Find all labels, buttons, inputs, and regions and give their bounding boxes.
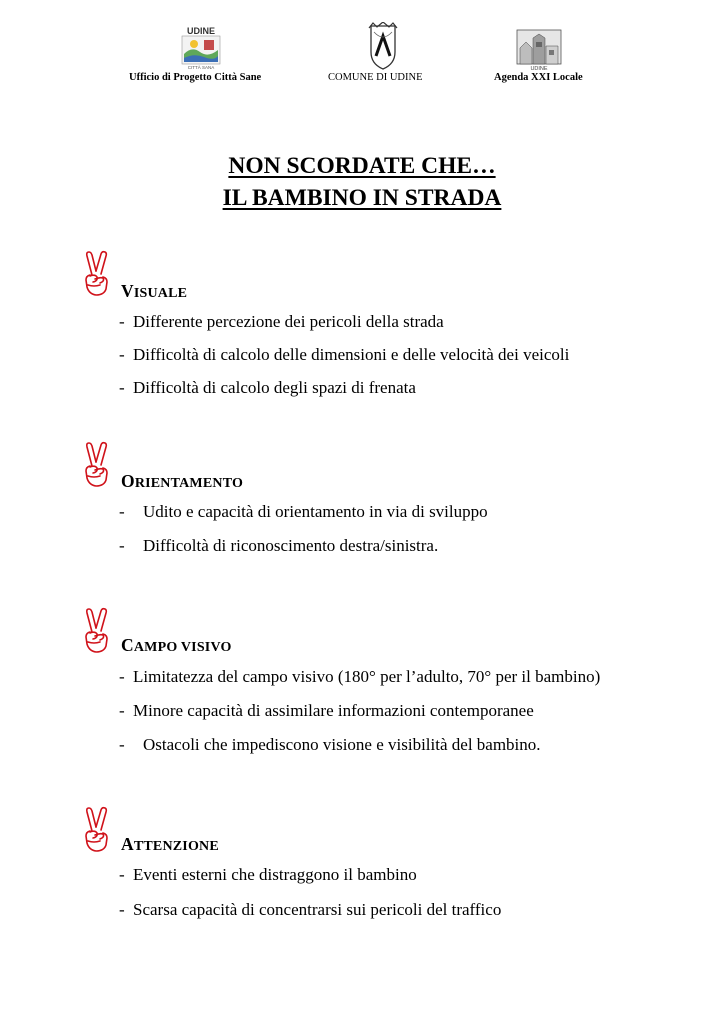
- agenda-xxi-logo: [516, 24, 562, 70]
- svg-text:UDINE: UDINE: [186, 26, 216, 36]
- list-item: - Udito e capacità di orientamento in via di sviluppo: [119, 502, 488, 521]
- victory-hand-icon: [82, 249, 112, 297]
- svg-text:UDINE: UDINE: [530, 66, 548, 70]
- header-office-label: Ufficio di Progetto Città Sane: [129, 72, 262, 83]
- header-municipality-label: COMUNE DI UDINE: [328, 72, 423, 83]
- section-heading-visuale: VISUALE: [121, 281, 188, 301]
- svg-text:CITTÀ SANA: CITTÀ SANA: [187, 65, 215, 70]
- victory-hand-icon: [82, 440, 112, 488]
- victory-hand-icon: [82, 805, 112, 853]
- title-line-2: IL BAMBINO IN STRADA: [222, 185, 502, 211]
- list-item: - Minore capacità di assimilare informazioni contemporanee: [119, 701, 534, 720]
- header-agenda-label: Agenda XXI Locale: [494, 72, 583, 83]
- list-item: - Eventi esterni che distraggono il bambino: [119, 865, 417, 884]
- list-item: - Difficoltà di calcolo degli spazi di frenata: [119, 378, 416, 397]
- comune-di-udine-crest: [365, 22, 401, 72]
- list-item: - Scarsa capacità di concentrarsi sui pericoli del traffico: [119, 900, 502, 919]
- page-title: [0, 150, 724, 214]
- list-item: - Limitatezza del campo visivo (180° per l’adulto, 70° per il bambino): [119, 667, 601, 686]
- section-heading-attenzione: ATTENZIONE: [121, 834, 219, 854]
- list-item: - Difficoltà di riconoscimento destra/sinistra.: [119, 536, 439, 555]
- section-heading-orientamento: ORIENTAMENTO: [121, 471, 244, 491]
- title-line-1: NON SCORDATE CHE…: [228, 153, 496, 179]
- list-item: - Difficoltà di calcolo delle dimensioni e delle velocità dei veicoli: [119, 345, 570, 364]
- citta-sane-logo: [180, 24, 222, 70]
- list-item: - Differente percezione dei pericoli della strada: [119, 312, 444, 331]
- victory-hand-icon: [82, 606, 112, 654]
- list-item: - Ostacoli che impediscono visione e visibilità del bambino.: [119, 735, 541, 754]
- section-heading-campo-visivo: CAMPO VISIVO: [121, 635, 232, 655]
